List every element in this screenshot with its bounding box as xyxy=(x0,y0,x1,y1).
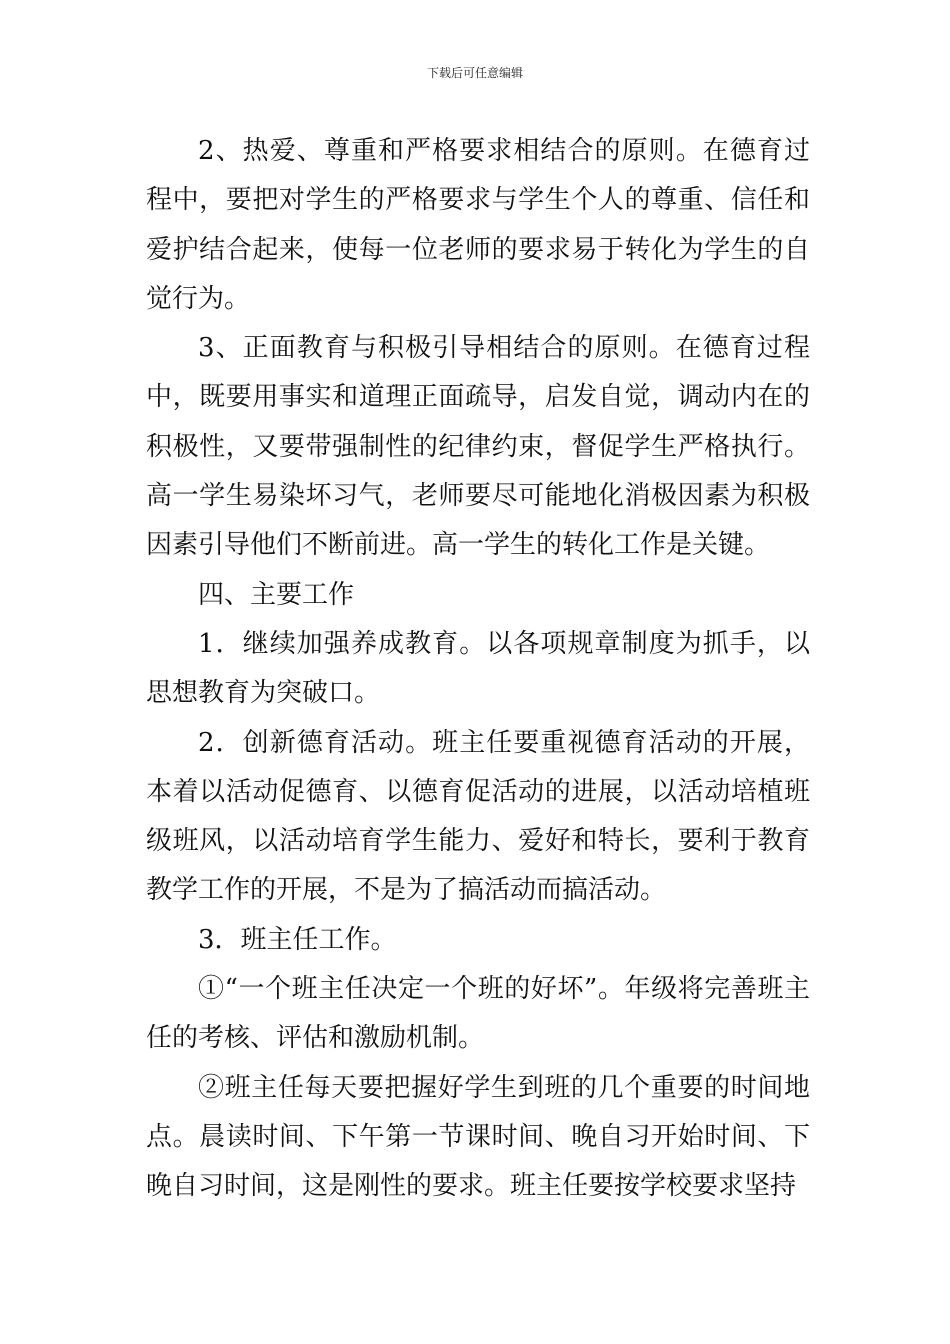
paragraph-item-1: ①“一个班主任决定一个班的好坏”。年级将完善班主任的考核、评估和激励机制。 xyxy=(146,974,810,1054)
paragraph-principle-3: 3、正面教育与积极引导相结合的原则。在德育过程中，既要用事实和道理正面疏导，启发自觉，调动内在的积极性，又要带强制性的纪律约束，督促学生严格执行。高一学生易染坏习气，老师要尽可能地化消极因素为积极因素引导他们不断前进。高一学生的转化工作是关键。 xyxy=(146,333,810,561)
page-header: 下载后可任意编辑 xyxy=(426,66,523,80)
section-heading-main-work: 四、主要工作 xyxy=(198,579,355,610)
paragraph-item-2: ②班主任每天要把握好学生到班的几个重要的时间地点。晨读时间、下午第一节课时间、晚自习开始时间、下晚自习时间，这是刚性的要求。班主任要按学校要求坚持 xyxy=(146,1072,810,1202)
paragraph-principle-2: 2、热爱、尊重和严格要求相结合的原则。在德育过程中，要把对学生的严格要求与学生个人的尊重、信任和爱护结合起来，使每一位老师的要求易于转化为学生的自觉行为。 xyxy=(146,136,810,314)
paragraph-work-3: 3．班主任工作。 xyxy=(198,924,397,955)
document-body xyxy=(146,127,810,1212)
paragraph-work-2: 2．创新德育活动。班主任要重视德育活动的开展，本着以活动促德育、以德育促活动的进展，以活动培植班级班风，以活动培育学生能力、爱好和特长，要利于教育教学工作的开展，不是为了搞活动而搞活动。 xyxy=(146,727,810,906)
paragraph-work-1: 1．继续加强养成教育。以各项规章制度为抓手，以思想教育为突破口。 xyxy=(146,628,810,709)
